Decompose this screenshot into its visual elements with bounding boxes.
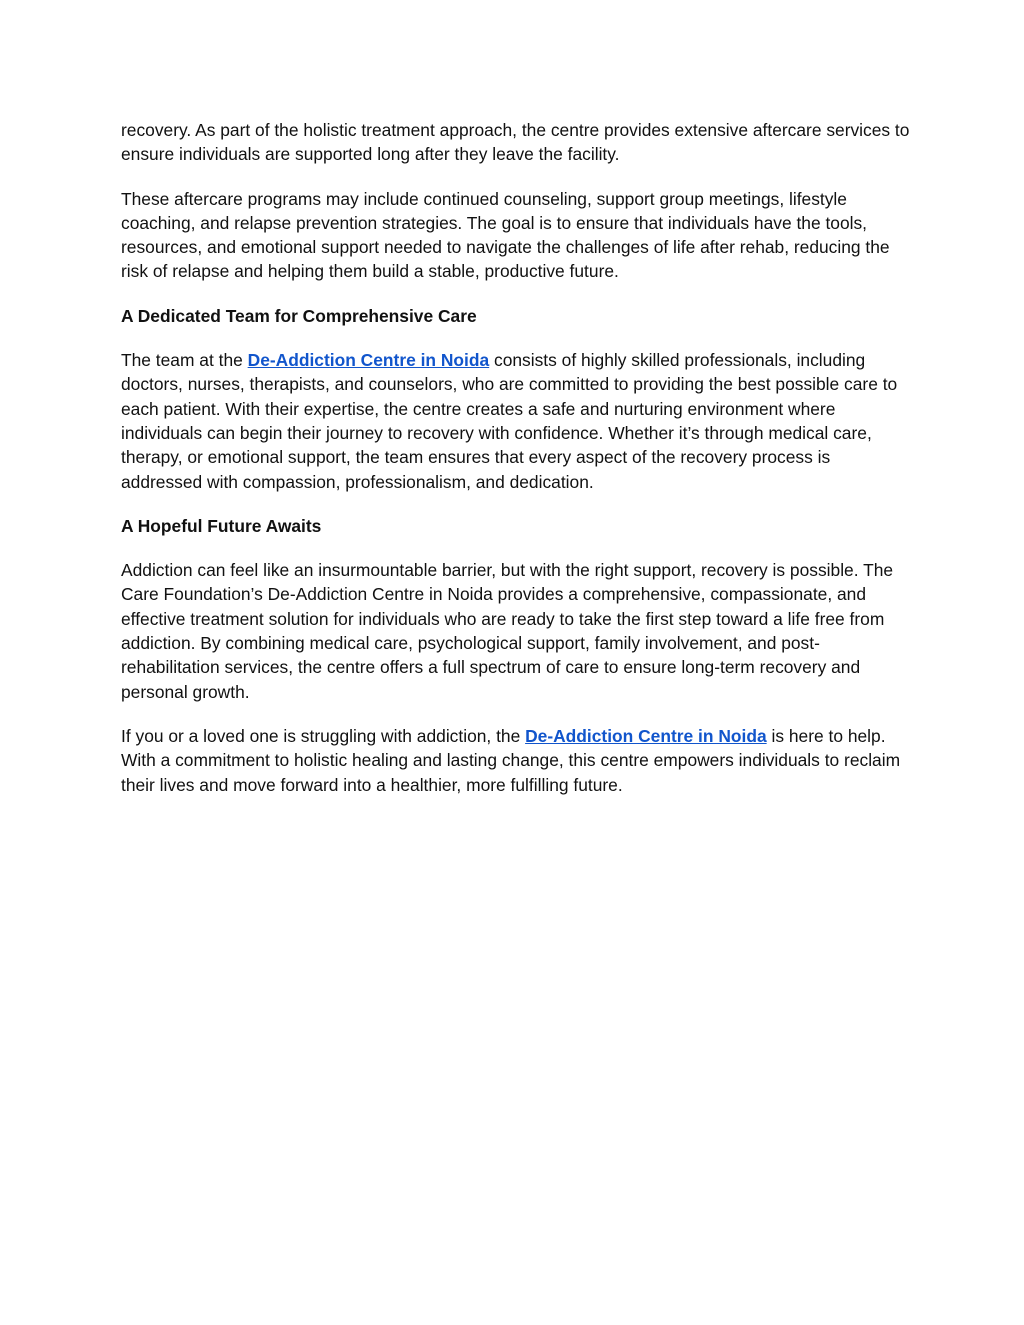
team-heading: A Dedicated Team for Comprehensive Care: [121, 305, 477, 326]
future-paragraph: Addiction can feel like an insurmountable barrier, but with the right support, recovery is possible. The Care Foundation’s De-Addiction Centre in Noida provides a comprehensive, compassionate, and effective treatment solution for individuals who are ready to take the first step toward a life free from addiction. By combining medical care, psychological support, family involvement, and post-rehabilitation services, the centre offers a full spectrum of care to ensure long-term recovery and personal growth.: [121, 560, 894, 702]
closing-paragraph: [121, 724, 911, 797]
team-paragraph: [121, 348, 911, 494]
de-addiction-centre-link[interactable]: De-Addiction Centre in Noida: [247, 350, 490, 371]
document-page: [121, 118, 911, 817]
team-text-after: consists of highly skilled professionals, including doctors, nurses, therapists, and counselors, who are committed to providing the best possible care to each patient. With their expertise, the centre creates a safe and nurturing environment where individuals can begin their journey to recovery with confidence. Whether it’s through medical care, therapy, or emotional support, the team ensures that every aspect of the recovery process is addressed with compassion, professionalism, and dedication.: [121, 350, 898, 492]
aftercare-paragraph: These aftercare programs may include continued counseling, support group meetings, lifestyle coaching, and relapse prevention strategies. The goal is to ensure that individuals have the tools, resources, and emotional support needed to navigate the challenges of life after rehab, reducing the risk of relapse and helping them build a stable, productive future.: [121, 188, 890, 282]
de-addiction-centre-link-closing[interactable]: De-Addiction Centre in Noida: [525, 725, 767, 746]
team-text-before: The team at the: [121, 350, 248, 371]
closing-text-before: If you or a loved one is struggling with addiction, the: [121, 725, 526, 746]
intro-paragraph: recovery. As part of the holistic treatment approach, the centre provides extensive aftercare services to ensure individuals are supported long after they leave the facility.: [121, 120, 910, 165]
future-heading: A Hopeful Future Awaits: [121, 515, 322, 536]
closing-text-after: is here to help. With a commitment to holistic healing and lasting change, this centre empowers individuals to reclaim their lives and move forward into a healthier, more fulfilling future.: [121, 725, 901, 795]
